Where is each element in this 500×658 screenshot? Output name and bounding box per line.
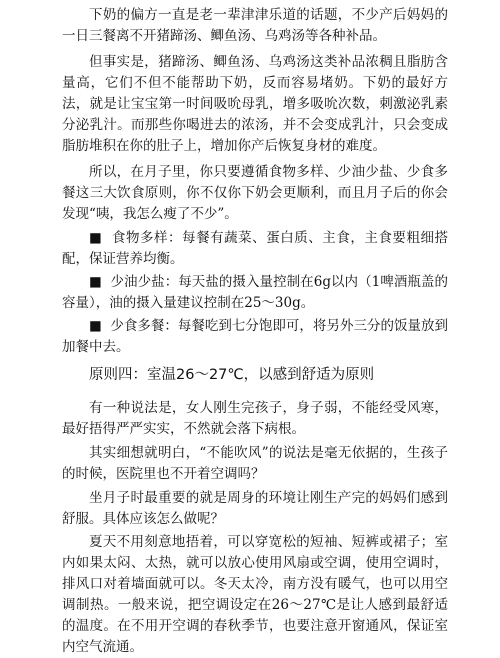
paragraph-soup-fact: 但事实是，猪蹄汤、鲫鱼汤、乌鸡汤这类补品浓稠且脂肪含量高，它们不但不能帮助下奶，反而容易堵奶。下奶的最好方法，就是让宝宝第一时间吸吮母乳，增多吸吮次数，刺激泌乳素分泌乳汁。而那些你喝进去的浓汤，并不会变成乳汁，只会变成脂肪堆积在你的肚子上，增加你产后恢复身材的难度。 bbox=[62, 54, 448, 154]
bullet-square-icon: ■ bbox=[89, 318, 102, 334]
bullet-square-icon: ■ bbox=[89, 274, 102, 290]
bullet-food-variety bbox=[62, 228, 448, 270]
paragraph-intro: 下奶的偏方一直是老一辈津津乐道的话题，不少产后妈妈的一日三餐离不开猪蹄汤、鲫鱼汤、乌鸡汤等各种补品。 bbox=[62, 7, 448, 44]
paragraph-comfort: 坐月子时最重要的就是周身的环境让刚生产完的妈妈们感到舒服。具体应该怎么做呢？ bbox=[62, 490, 448, 527]
bullet-text: 食物多样：每餐有蔬菜、蛋白质、主食，主食要粗细搭配，保证营养均衡。 bbox=[62, 230, 448, 267]
bullet-square-icon: ■ bbox=[89, 230, 103, 246]
paragraph-no-wind-myth: 其实细想就明白，“不能吹风”的说法是毫无依据的，生孩子的时候，医院里也不开着空调吗？ bbox=[62, 445, 448, 482]
section-heading: 原则四：室温26～27℃，以感到舒适为原则 bbox=[89, 367, 375, 383]
paragraph-old-saying: 有一种说法是，女人刚生完孩子，身子弱，不能经受风寒，最好捂得严严实实，不然就会落下病根。 bbox=[62, 400, 448, 437]
bullet-text: 少食多餐：每餐吃到七分饱即可，将另外三分的饭量放到加餐中去。 bbox=[62, 318, 448, 355]
bullet-small-meals bbox=[62, 316, 448, 358]
paragraph-summer-advice: 夏天不用刻意地捂着，可以穿宽松的短袖、短裤或裙子；室内如果太闷、太热，就可以放心使用风扇或空调，使用空调时，排风口对着墙面就可以。冬天太冷，南方没有暖气，也可以用空调制热。一般来说，把空调设定在26～27℃是让人感到最舒适的温度。在不用开空调的春秋季节，也要注意开窗通风，保证室内空气流通。 bbox=[62, 534, 448, 655]
paragraph-diet-principles: 所以，在月子里，你只要遵循食物多样、少油少盐、少食多餐这三大饮食原则，你不仅你下奶会更顺利，而且月子后的你会发现“咦，我怎么瘦了不少”。 bbox=[62, 164, 448, 222]
bullet-text: 少油少盐：每天盐的摄入量控制在6g以内（1啤酒瓶盖的容量），油的摄入量建议控制在25～30g。 bbox=[62, 274, 448, 311]
bullet-less-oil-salt bbox=[62, 272, 448, 314]
